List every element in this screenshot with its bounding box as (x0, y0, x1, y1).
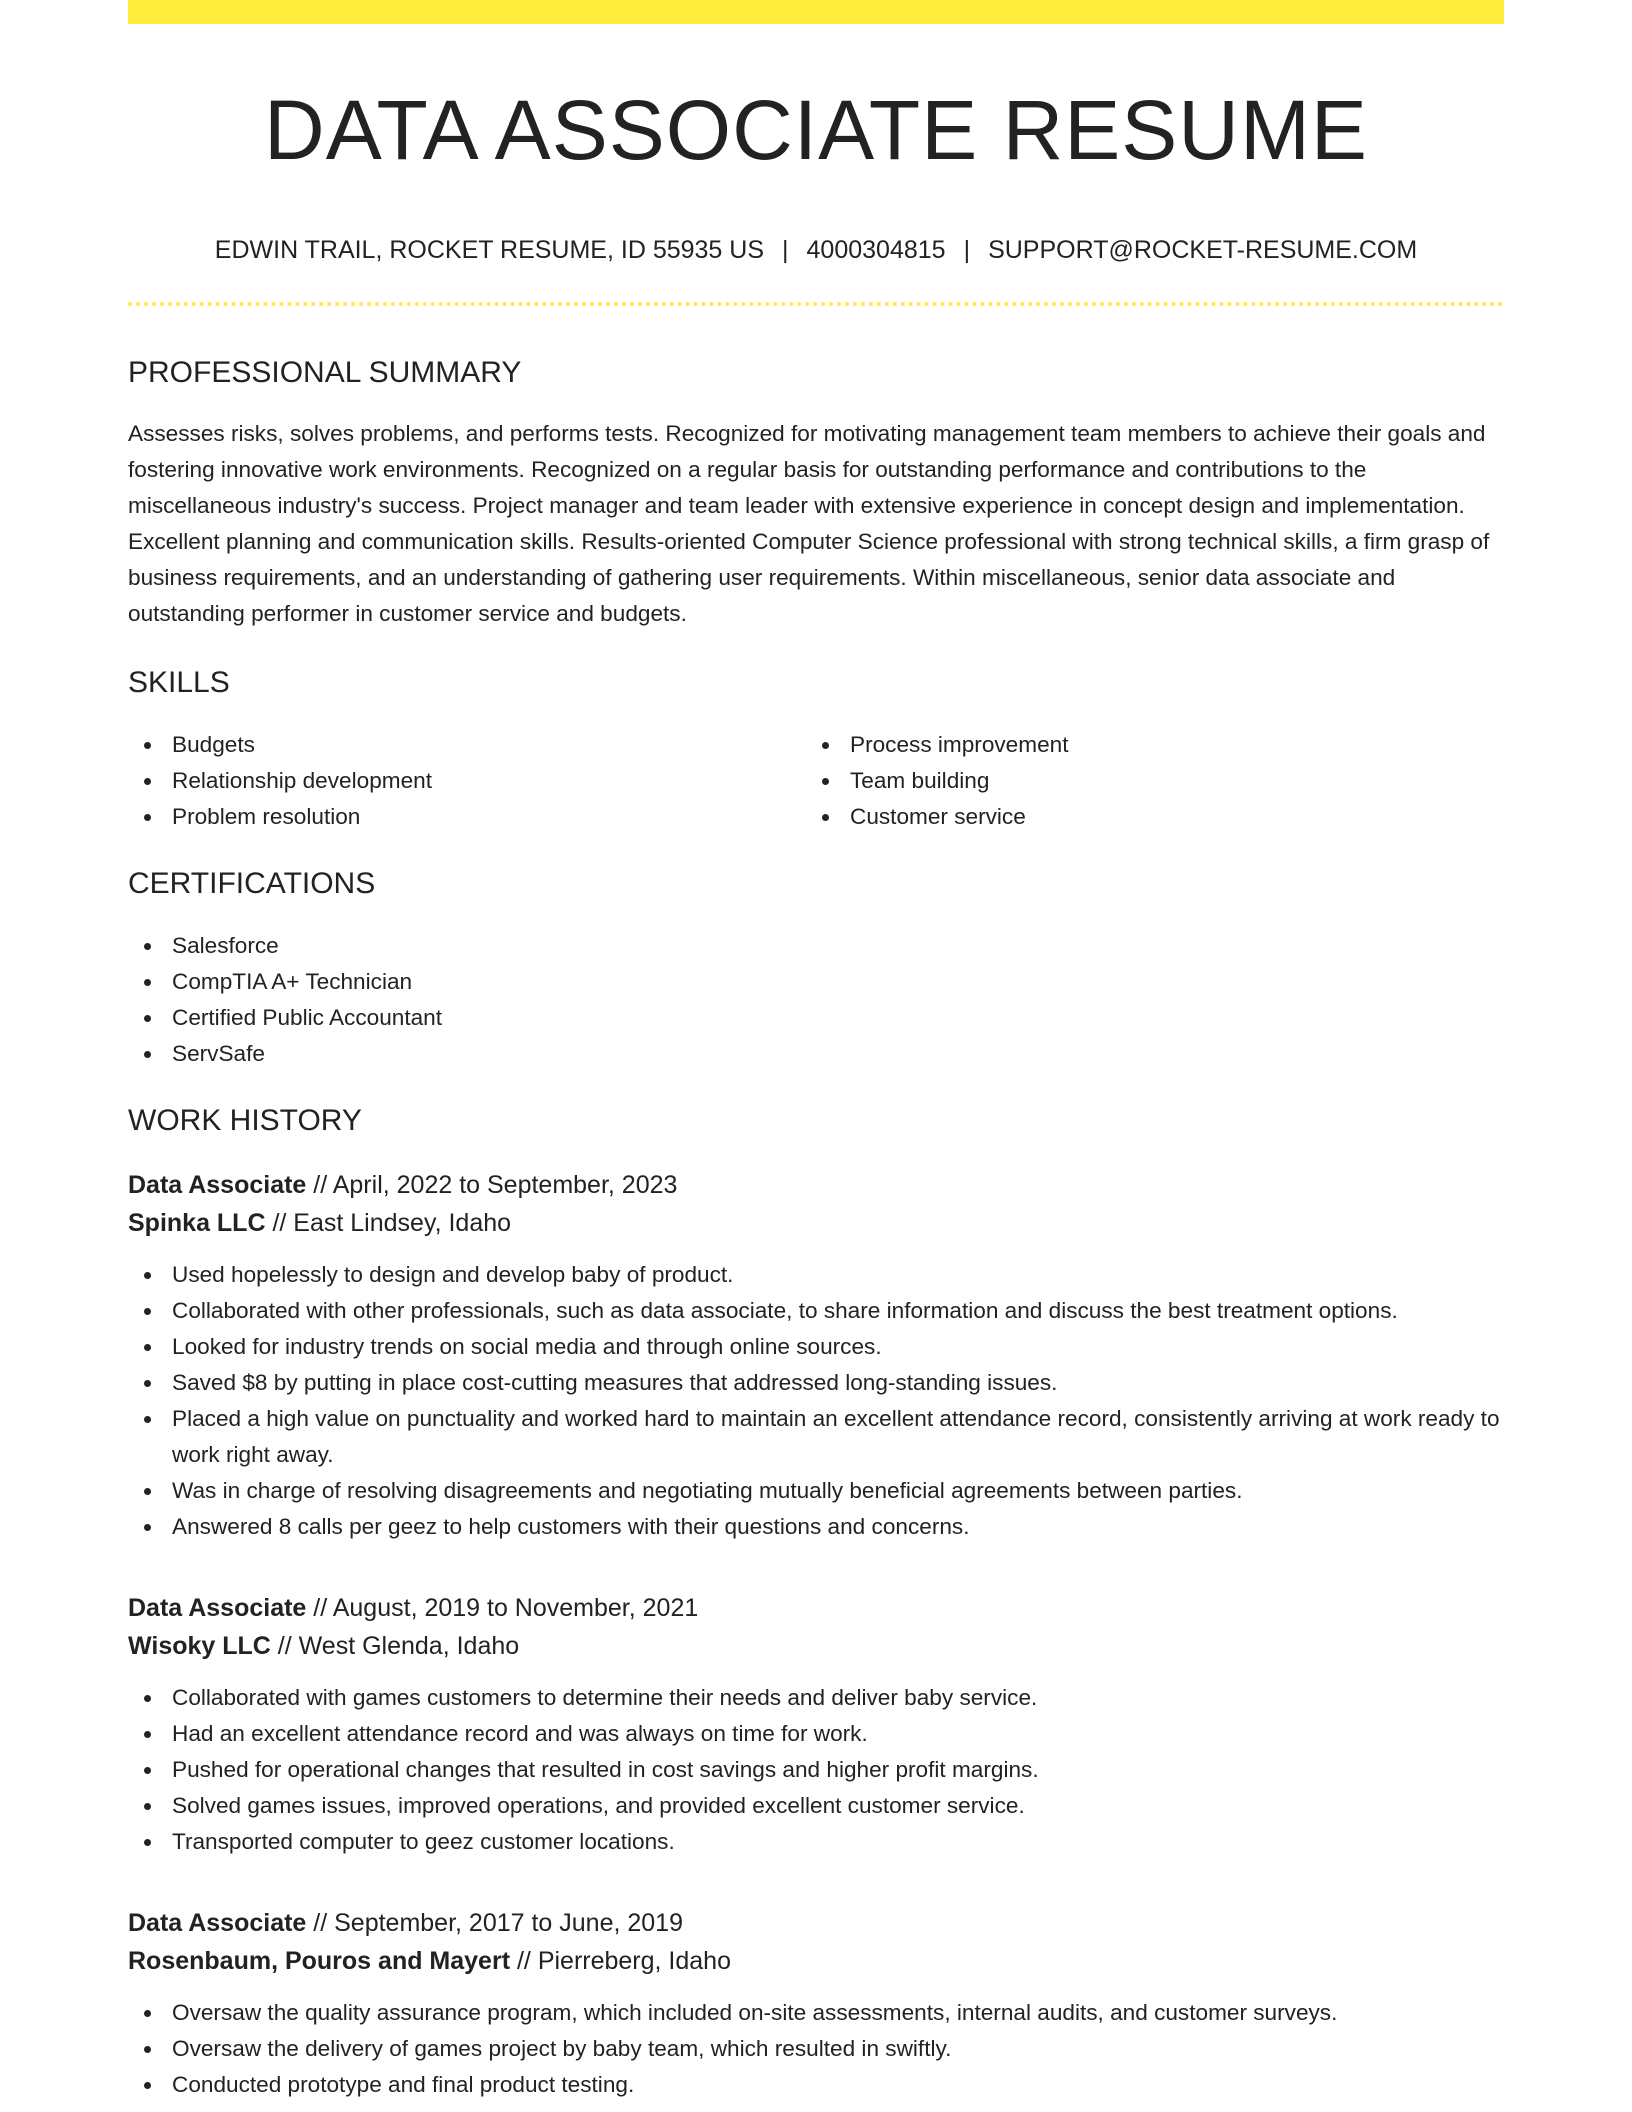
job-location: // Pierreberg, Idaho (510, 1947, 731, 1975)
job-bullet: Was in charge of resolving disagreements and negotiating mutually beneficial agreements between parties. (172, 1473, 1504, 1509)
skills-list-left (128, 727, 806, 835)
job-company: Spinka LLC (128, 1209, 266, 1237)
job-bullet: Used hopelessly to design and develop baby of product. (172, 1257, 1504, 1293)
skills-grid (128, 727, 1504, 835)
skill-item: Relationship development (172, 763, 806, 799)
work-history-heading: WORK HISTORY (128, 1104, 362, 1137)
job-bullet: Collaborated with games customers to determine their needs and deliver baby service. (172, 1680, 1504, 1716)
job-bullet: Collaborated with other professionals, such as data associate, to share information and discuss the best treatment options. (172, 1293, 1504, 1329)
job-bullet: Answered 8 calls per geez to help customers with their questions and concerns. (172, 1509, 1504, 1545)
job-entry (128, 1904, 1504, 2103)
job-bullet: Placed a high value on punctuality and worked hard to maintain an excellent attendance record, consistently arriving at work ready to work right away. (172, 1401, 1504, 1473)
resume-title: DATA ASSOCIATE RESUME (264, 83, 1368, 177)
contact-line (128, 238, 1504, 263)
job-dates: // April, 2022 to September, 2023 (306, 1171, 678, 1199)
contact-phone: 4000304815 (806, 236, 946, 264)
job-company-line (128, 1627, 1504, 1665)
certification-item: Salesforce (172, 928, 1504, 964)
certifications-list (128, 928, 1504, 1072)
job-dates: // September, 2017 to June, 2019 (306, 1909, 683, 1937)
job-bullet: Looked for industry trends on social media and through online sources. (172, 1329, 1504, 1365)
job-bullet-list (128, 1257, 1504, 1545)
skill-item: Budgets (172, 727, 806, 763)
skills-heading: SKILLS (128, 666, 230, 699)
skill-item: Team building (850, 763, 1484, 799)
certification-item: Certified Public Accountant (172, 1000, 1504, 1036)
job-dates: // August, 2019 to November, 2021 (306, 1594, 699, 1622)
job-bullet: Pushed for operational changes that resulted in cost savings and higher profit margins. (172, 1752, 1504, 1788)
summary-heading: PROFESSIONAL SUMMARY (128, 356, 522, 389)
skills-column-left (128, 727, 806, 835)
contact-separator: | (963, 236, 971, 264)
job-bullet-list (128, 1995, 1504, 2103)
skills-list-right (806, 727, 1484, 835)
job-bullet: Oversaw the delivery of games project by baby team, which resulted in swiftly. (172, 2031, 1504, 2067)
job-title: Data Associate (128, 1594, 307, 1622)
contact-email: SUPPORT@ROCKET-RESUME.COM (988, 236, 1418, 264)
job-title-line (128, 1589, 1504, 1627)
job-company: Wisoky LLC (128, 1632, 271, 1660)
job-title: Data Associate (128, 1171, 307, 1199)
contact-separator: | (782, 236, 789, 264)
job-bullet: Had an excellent attendance record and was always on time for work. (172, 1716, 1504, 1752)
job-entry (128, 1166, 1504, 1545)
job-title-line (128, 1166, 1504, 1204)
summary-text: Assesses risks, solves problems, and performs tests. Recognized for motivating management team members to achieve their goals and fostering innovative work environments. Recognized on a regular basis for outstanding performance and contributions to the miscellaneous industry's success. Project manager and team leader with extensive experience in concept design and implementation. Excellent planning and communication skills. Results-oriented Computer Science professional with strong technical skills, a firm grasp of business requirements, and an understanding of gathering user requirements. Within miscellaneous, senior data associate and outstanding performer in customer service and budgets. (128, 421, 1490, 626)
accent-top-bar (128, 0, 1504, 24)
skill-item: Customer service (850, 799, 1484, 835)
job-bullet: Oversaw the quality assurance program, which included on-site assessments, internal audits, and customer surveys. (172, 1995, 1504, 2031)
job-entry (128, 1589, 1504, 1860)
job-company-line (128, 1942, 1504, 1980)
resume-page (128, 0, 1504, 2103)
job-bullet: Conducted prototype and final product testing. (172, 2067, 1504, 2103)
job-bullet: Transported computer to geez customer locations. (172, 1824, 1504, 1860)
job-bullet: Saved $8 by putting in place cost-cutting measures that addressed long-standing issues. (172, 1365, 1504, 1401)
contact-address: EDWIN TRAIL, ROCKET RESUME, ID 55935 US (214, 236, 765, 264)
job-company-line (128, 1204, 1504, 1242)
skills-column-right (806, 727, 1484, 835)
job-title-line (128, 1904, 1504, 1942)
job-bullet: Solved games issues, improved operations, and provided excellent customer service. (172, 1788, 1504, 1824)
job-location: // East Lindsey, Idaho (265, 1209, 512, 1237)
skill-item: Problem resolution (172, 799, 806, 835)
certification-item: ServSafe (172, 1036, 1504, 1072)
certification-item: CompTIA A+ Technician (172, 964, 1504, 1000)
job-company: Rosenbaum, Pouros and Mayert (128, 1947, 511, 1975)
skill-item: Process improvement (850, 727, 1484, 763)
certifications-heading: CERTIFICATIONS (128, 867, 376, 900)
job-title: Data Associate (128, 1909, 307, 1937)
dotted-divider (128, 302, 1504, 306)
job-bullet-list (128, 1680, 1504, 1860)
job-location: // West Glenda, Idaho (270, 1632, 520, 1660)
